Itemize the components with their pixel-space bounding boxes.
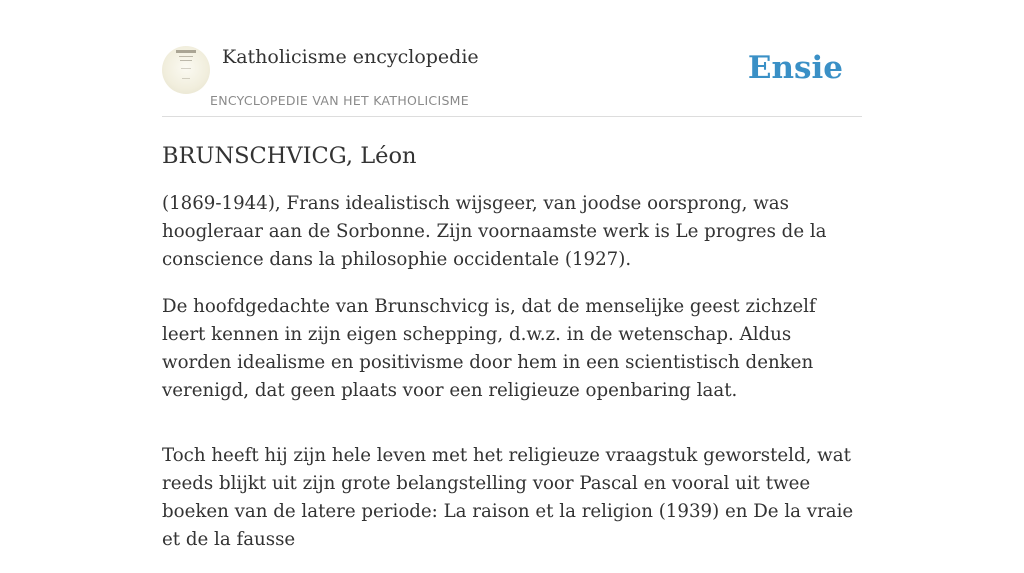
article [162, 117, 862, 554]
content-container [162, 0, 862, 573]
article-paragraph: Toch heeft hij zijn hele leven met het religieuze vraagstuk geworsteld, wat reeds blijkt uit zijn grote belangstelling voor Pascal en vooral uit twee boeken van de latere periode: La raison et la religion (1939) en De la vraie et de la fausse [162, 445, 854, 550]
article-paragraph: De hoofdgedachte van Brunschvicg is, dat de menselijke geest zichzelf leert kennen in zijn eigen schepping, d.w.z. in de wetenschap. Aldus worden idealisme en positivisme door hem in een scientistisch denken verenigd, dat geen plaats voor een religieuze openbaring laat. [162, 296, 816, 401]
ensie-logo-link[interactable]: Ensie [747, 50, 843, 86]
site-subtitle: ENCYCLOPEDIE VAN HET KATHOLICISME [210, 93, 469, 108]
book-cover-icon[interactable] [162, 46, 210, 94]
article-title: BRUNSCHVICG, Léon [162, 143, 417, 169]
article-paragraph: (1869-1944), Frans idealistisch wijsgeer, van joodse oorsprong, was hoogleraar aan de Sorbonne. Zijn voornaamste werk is Le progres de la conscience dans la philosophie occidentale (1927). [162, 193, 827, 270]
site-title[interactable]: Katholicisme encyclopedie [222, 46, 479, 68]
site-header [162, 0, 862, 117]
